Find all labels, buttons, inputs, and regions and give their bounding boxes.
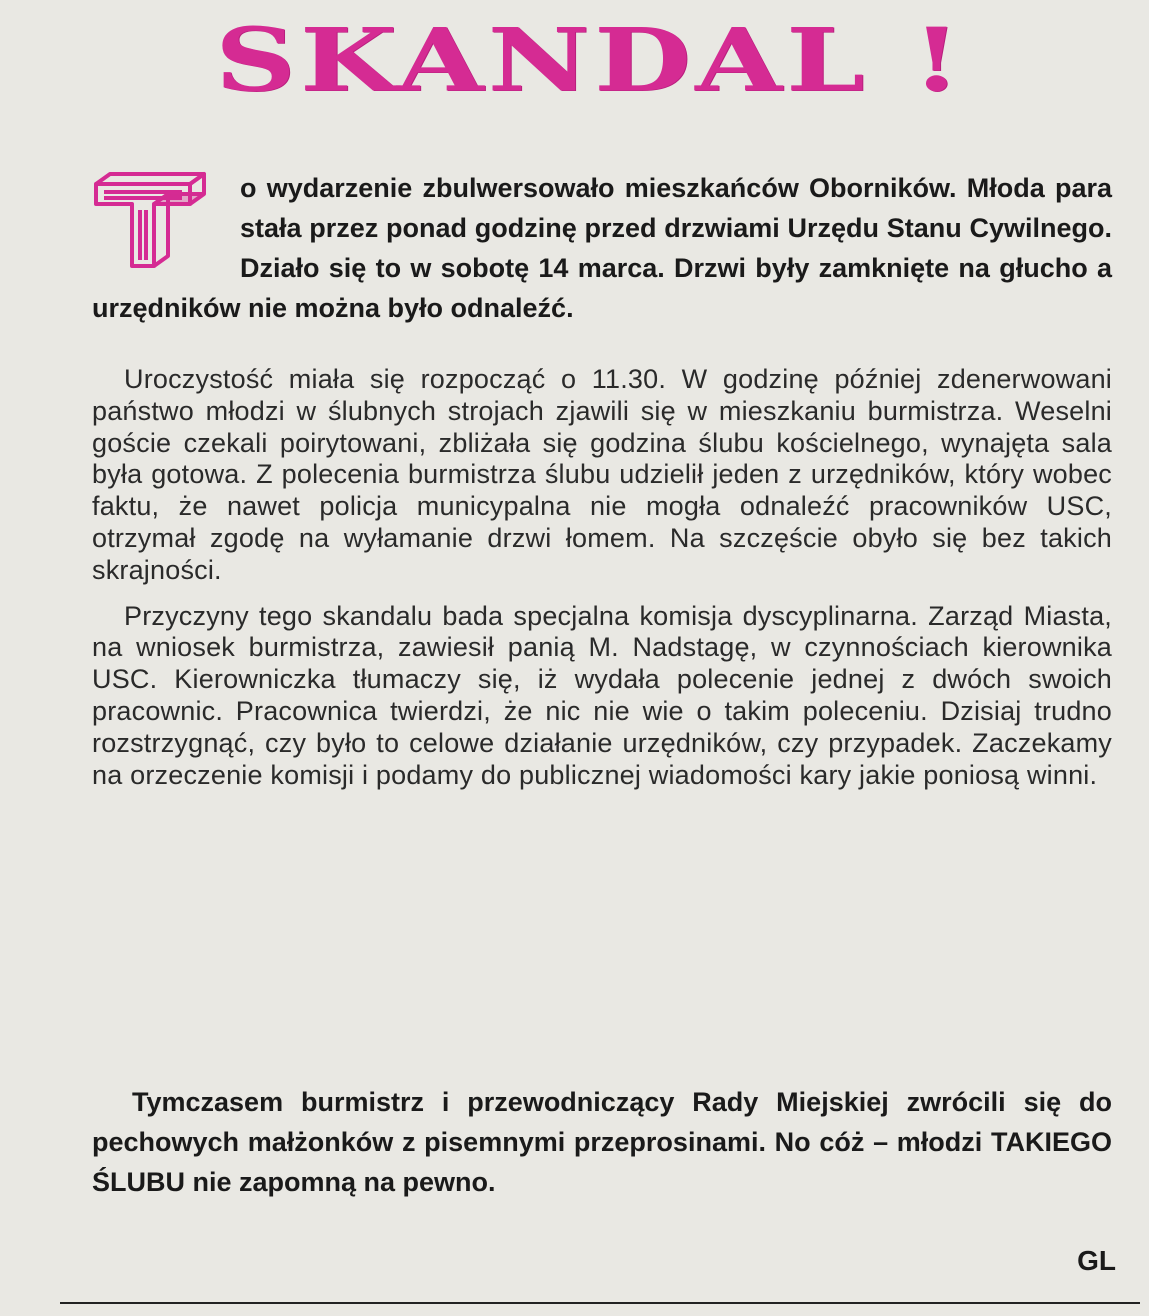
bleed-through-left	[0, 0, 70, 1316]
body-paragraph-2: Przyczyny tego skandalu bada specjalna komisja dyscyplinarna. Zarząd Miasta, na wniosek burmistrza, zawiesił panią M. Nadstagę, w czynnościach kierownika USC. Kierowniczka tłumaczy się, iż wydała polecenie jednej z dwóch swoich pracownic. Pracownica twierdzi, że nic nie wie o takim poleceniu. Dzisiaj trudno rozstrzygnąć, czy było to celowe działanie urzędników, czy przypadek. Zaczekamy na orzeczenie komisji i podamy do publicznej wiadomości kary jakie poniosą winni.	[92, 600, 1112, 790]
author-signature: GL	[1077, 1245, 1116, 1276]
closing-paragraph: Tymczasem burmistrz i przewodniczący Rady Miejskiej zwrócili się do pechowych małżonków z pisemnymi przeprosinami. No cóż – młodzi TAKIEGO ŚLUBU nie zapomną na pewno.	[92, 1087, 1112, 1197]
lead-text: o wydarzenie zbulwersowało mieszkańców Oborników. Młoda para stała przez ponad godzinę przed drzwiami Urzędu Stanu Cywilnego. Działo się to w sobotę 14 marca. Drzwi były zamknięte na głucho a urzędników nie można było odnaleźć.	[92, 173, 1112, 323]
body-paragraph-1: Uroczystość miała się rozpocząć o 11.30. W godzinę później zdenerwowani państwo młodzi w ślubnych strojach zjawili się w mieszkaniu burmistrza. Weselni goście czekali poirytowani, zbliżała się godzina ślubu kościelnego, wynajęta sala była gotowa. Z polecenia burmistrza ślubu udzielił jeden z urzędników, który wobec faktu, że nawet policja municypalna nie mogła odnaleźć pracowników USC, otrzymał zgodę na wyłamanie drzwi łomem. Na szczęście obyło się bez takich skrajności.	[92, 364, 1112, 585]
drop-cap-spacer	[92, 168, 240, 280]
bottom-rule	[60, 1302, 1140, 1304]
article-lead	[92, 168, 1112, 328]
article-body	[92, 364, 1112, 791]
headline: SKANDAL !	[215, 9, 965, 112]
